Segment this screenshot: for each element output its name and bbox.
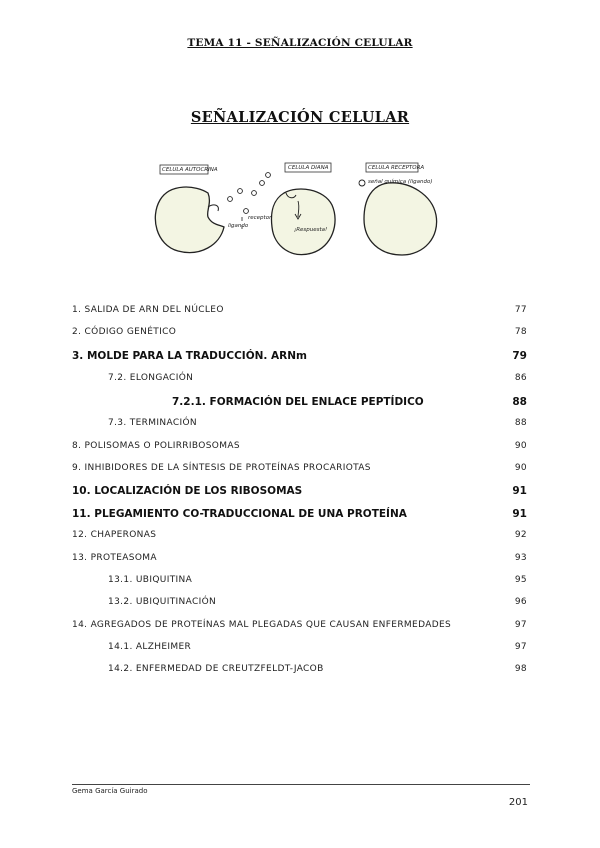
figure-label-cell2: CELULA DIANA — [288, 165, 329, 171]
toc-entry-title: 3. MOLDE PARA LA TRADUCCIÓN. ARNm — [72, 350, 307, 362]
toc-entry-page: 96 — [514, 597, 527, 607]
toc-entry-title: 14.2. ENFERMEDAD DE CREUTZFELDT-JACOB — [108, 664, 324, 674]
toc-entry-title: 12. CHAPERONAS — [72, 530, 157, 540]
toc-entry-page: 95 — [514, 575, 527, 585]
target-cell — [272, 189, 336, 255]
ligand-dot — [266, 173, 271, 178]
toc-entry — [72, 575, 527, 591]
toc-entry-page: 97 — [514, 642, 527, 652]
toc-entry-title: 14.1. ALZHEIMER — [108, 642, 192, 652]
cell-signaling-illustration — [148, 155, 448, 265]
toc-entry — [72, 373, 527, 389]
toc-entry-page: 92 — [514, 530, 527, 540]
toc-entry — [72, 485, 527, 501]
toc-entry — [72, 463, 527, 479]
running-header: TEMA 11 - SEÑALIZACIÓN CELULAR — [187, 37, 413, 49]
toc-entry — [72, 327, 527, 343]
toc-entry — [72, 350, 527, 366]
toc-entry-page: 77 — [514, 305, 527, 315]
toc-entry-title: 11. PLEGAMIENTO CO-TRADUCCIONAL DE UNA PROTEÍNA — [72, 508, 407, 520]
toc-entry-page: 91 — [512, 508, 527, 520]
toc-entry-title: 10. LOCALIZACIÓN DE LOS RIBOSOMAS — [72, 485, 303, 497]
toc-entry-page: 93 — [514, 553, 527, 563]
toc-entry-title: 7.2.1. FORMACIÓN DEL ENLACE PEPTÍDICO — [172, 396, 424, 408]
toc-entry-title: 7.2. ELONGACIÓN — [108, 373, 194, 383]
toc-entry-page: 78 — [514, 327, 527, 337]
autocrine-cell — [155, 187, 224, 253]
toc-entry-title: 2. CÓDIGO GENÉTICO — [72, 327, 177, 337]
footer-author: Gema García Guirado — [72, 787, 148, 795]
figure-label-cell3: CELULA RECEPTORA — [368, 165, 425, 171]
toc-entry-page: 79 — [512, 350, 527, 362]
toc-entry — [72, 508, 527, 524]
toc-entry-page: 98 — [514, 664, 527, 674]
figure-label-response: ¡Respuesta! — [294, 227, 328, 233]
figure-label-note: señal química (ligando) — [368, 179, 433, 185]
figure-label-receptor: receptor — [248, 215, 272, 221]
cell3-ligand — [359, 180, 365, 186]
toc-entry — [72, 441, 527, 457]
toc-entry — [72, 664, 527, 680]
toc-entry-page: 90 — [514, 463, 527, 473]
toc-entry-title: 7.3. TERMINACIÓN — [108, 418, 197, 428]
footer-divider — [72, 784, 530, 785]
page-number: 201 — [508, 797, 528, 808]
cell1-receptor — [208, 205, 218, 211]
ligand-dot — [252, 191, 257, 196]
toc-entry — [72, 597, 527, 613]
toc-entry — [72, 642, 527, 658]
toc-entry-page: 97 — [514, 620, 527, 630]
ligand-dot — [238, 189, 243, 194]
toc-entry — [72, 620, 527, 636]
toc-entry-title: 14. AGREGADOS DE PROTEÍNAS MAL PLEGADAS QUE CAUSAN ENFERMEDADES — [72, 620, 452, 630]
page-title: SEÑALIZACIÓN CELULAR — [190, 109, 410, 126]
toc-entry-page: 90 — [514, 441, 527, 451]
ligand-dot — [228, 197, 233, 202]
toc-entry — [72, 396, 527, 412]
toc-entry-title: 13.2. UBIQUITINACIÓN — [108, 597, 217, 607]
toc-entry-title: 1. SALIDA DE ARN DEL NÚCLEO — [72, 305, 224, 315]
ligand-dot — [244, 209, 249, 214]
toc-entry-page: 88 — [512, 396, 527, 408]
toc-entry-page: 91 — [512, 485, 527, 497]
toc-entry-title: 13. PROTEASOMA — [72, 553, 157, 563]
toc-entry-page: 88 — [514, 418, 527, 428]
toc-entry — [72, 418, 527, 434]
figure-label-ligand: ligando — [228, 223, 249, 229]
toc-entry — [72, 305, 527, 321]
toc-entry-page: 86 — [514, 373, 527, 383]
ligand-dot — [260, 181, 265, 186]
toc-entry — [72, 553, 527, 569]
toc-entry-title: 8. POLISOMAS O POLIRRIBOSOMAS — [72, 441, 240, 451]
toc-entry-title: 13.1. UBIQUITINA — [108, 575, 193, 585]
figure-label-cell1: CELULA AUTOCRINA — [162, 167, 218, 173]
toc-entry — [72, 530, 527, 546]
toc-entry-title: 9. INHIBIDORES DE LA SÍNTESIS DE PROTEÍNAS PROCARIOTAS — [72, 463, 371, 473]
receptor-cell — [364, 183, 437, 255]
